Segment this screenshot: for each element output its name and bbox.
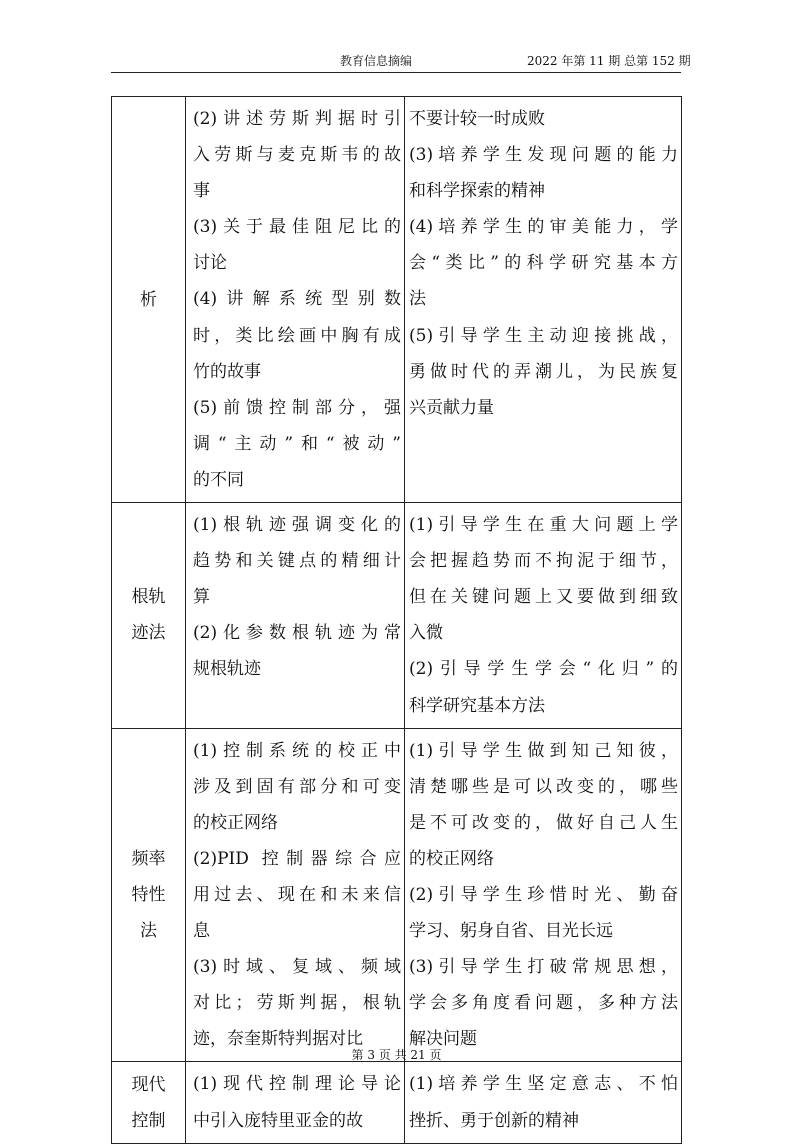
- ideological-goal-line: 科学研究基本方法: [409, 695, 545, 716]
- teaching-content-line: (1)现代控制理论导论: [193, 1074, 401, 1095]
- teaching-content-line: (3)时域、复域、频域: [193, 957, 401, 978]
- ideological-goal-line: 法: [409, 289, 426, 310]
- ideological-goal-line: (2)引导学生珍惜时光、勤奋: [409, 884, 678, 905]
- teaching-content-line: (3)关于最佳阻尼比的: [193, 217, 401, 238]
- section-name-cell: [112, 97, 186, 503]
- ideological-goal-cell: [405, 503, 682, 729]
- ideological-goal-cell: [405, 728, 682, 1062]
- ideological-goal-line: 和科学探索的精神: [409, 181, 545, 202]
- section-name-cell: [112, 503, 186, 729]
- issue-number: 2022 年第 11 期 总第 152 期: [527, 54, 691, 68]
- ideological-goal-line: 的校正网络: [409, 848, 494, 869]
- teaching-content-line: 调“主动”和“被动”: [193, 433, 401, 454]
- teaching-content-line: (4)讲解系统型别数: [193, 289, 401, 310]
- ideological-goal-line: 学习、躬身自省、目光长远: [409, 921, 613, 942]
- section-name-line: 迹法: [131, 623, 166, 644]
- table-row: [112, 1062, 682, 1143]
- section-name-line: 频率: [131, 849, 166, 870]
- ideological-goal-line: 会“类比”的科学研究基本方: [409, 253, 678, 274]
- ideological-goal-line: 不要计较一时成败: [409, 109, 545, 129]
- teaching-content-line: (2)化参数根轨迹为常: [193, 623, 401, 644]
- ideological-goal-cell: [405, 97, 682, 503]
- ideological-goal-cell: [405, 1062, 682, 1143]
- teaching-content-line: 涉及到固有部分和可变: [193, 776, 401, 797]
- header-rule: [111, 72, 681, 73]
- ideological-goal-line: (5)引导学生主动迎接挑战，: [409, 325, 678, 346]
- ideological-goal-line: (2)引导学生学会“化归”的: [409, 659, 678, 680]
- ideological-goal-line: 会把握趋势而不拘泥于细节，: [409, 551, 678, 572]
- teaching-content-line: 算: [193, 587, 210, 608]
- ideological-goal-line: (1)培养学生坚定意志、不怕: [409, 1074, 678, 1095]
- teaching-content-cell: [186, 97, 405, 503]
- teaching-content-cell: [186, 728, 405, 1062]
- teaching-content-line: 讨论: [193, 253, 227, 274]
- ideological-goal-line: 是不可改变的，做好自己人生: [409, 812, 678, 833]
- ideological-goal-line: 清楚哪些是可以改变的，哪些: [409, 776, 678, 797]
- table-row: [112, 728, 682, 1062]
- table-row: [112, 97, 682, 503]
- teaching-content-line: 用过去、现在和未来信: [193, 884, 401, 905]
- ideological-goal-line: (3)培养学生发现问题的能力: [409, 145, 678, 166]
- ideological-goal-line: 学会多角度看问题，多种方法: [409, 993, 678, 1014]
- ideological-goal-line: 入微: [409, 623, 443, 644]
- teaching-content-line: (2)讲述劳斯判据时引: [193, 109, 401, 129]
- teaching-content-line: 趋势和关键点的精细计: [193, 551, 401, 572]
- teaching-content-line: 中引入庞特里亚金的故: [193, 1110, 363, 1131]
- ideological-goal-line: (1)引导学生做到知己知彼，: [409, 740, 678, 761]
- teaching-content-line: 的校正网络: [193, 812, 278, 833]
- section-name-line: 法: [140, 921, 157, 942]
- section-name-cell: [112, 728, 186, 1062]
- teaching-content-cell: [186, 503, 405, 729]
- section-name-line: 析: [140, 289, 157, 310]
- teaching-content-cell: [186, 1062, 405, 1143]
- teaching-content-line: (1)控制系统的校正中: [193, 740, 401, 761]
- ideological-goal-line: 解决问题: [409, 1029, 477, 1050]
- teaching-content-line: 入劳斯与麦克斯韦的故: [193, 145, 401, 166]
- ideological-goal-line: (3)引导学生打破常规思想，: [409, 957, 678, 978]
- ideological-goal-line: 挫折、勇于创新的精神: [409, 1110, 579, 1131]
- ideological-goal-line: 兴贡献力量: [409, 397, 494, 418]
- ideological-goal-line: (1)引导学生在重大问题上学: [409, 515, 678, 536]
- teaching-content-line: (5)前馈控制部分，强: [193, 397, 401, 418]
- teaching-content-line: 迹，奈奎斯特判据对比: [193, 1029, 363, 1050]
- teaching-content-line: (1)根轨迹强调变化的: [193, 515, 401, 536]
- journal-name: 教育信息摘编: [340, 54, 413, 68]
- teaching-content-line: 事: [193, 181, 210, 202]
- teaching-content-line: 时，类比绘画中胸有成: [193, 325, 401, 346]
- curriculum-table: [111, 96, 682, 1144]
- teaching-content-line: 的不同: [193, 469, 244, 490]
- teaching-content-line: 息: [193, 921, 210, 942]
- section-name-line: 根轨: [131, 587, 166, 608]
- table-row: [112, 503, 682, 729]
- section-name-line: 现代: [131, 1074, 166, 1095]
- section-name-line: 特性: [131, 885, 166, 906]
- teaching-content-line: 规根轨迹: [193, 659, 261, 680]
- ideological-goal-line: (4)培养学生的审美能力，学: [409, 217, 678, 238]
- ideological-goal-line: 但在关键问题上又要做到细致: [409, 587, 678, 608]
- teaching-content-line: 竹的故事: [193, 361, 261, 382]
- section-name-cell: [112, 1062, 186, 1143]
- teaching-content-line: 对比；劳斯判据，根轨: [193, 993, 401, 1014]
- teaching-content-line: (2)PID 控制器综合应: [193, 848, 401, 869]
- ideological-goal-line: 勇做时代的弄潮儿，为民族复: [409, 361, 678, 382]
- page-footer: 第 3 页 共 21 页: [351, 1048, 442, 1062]
- section-name-line: 控制: [131, 1110, 166, 1131]
